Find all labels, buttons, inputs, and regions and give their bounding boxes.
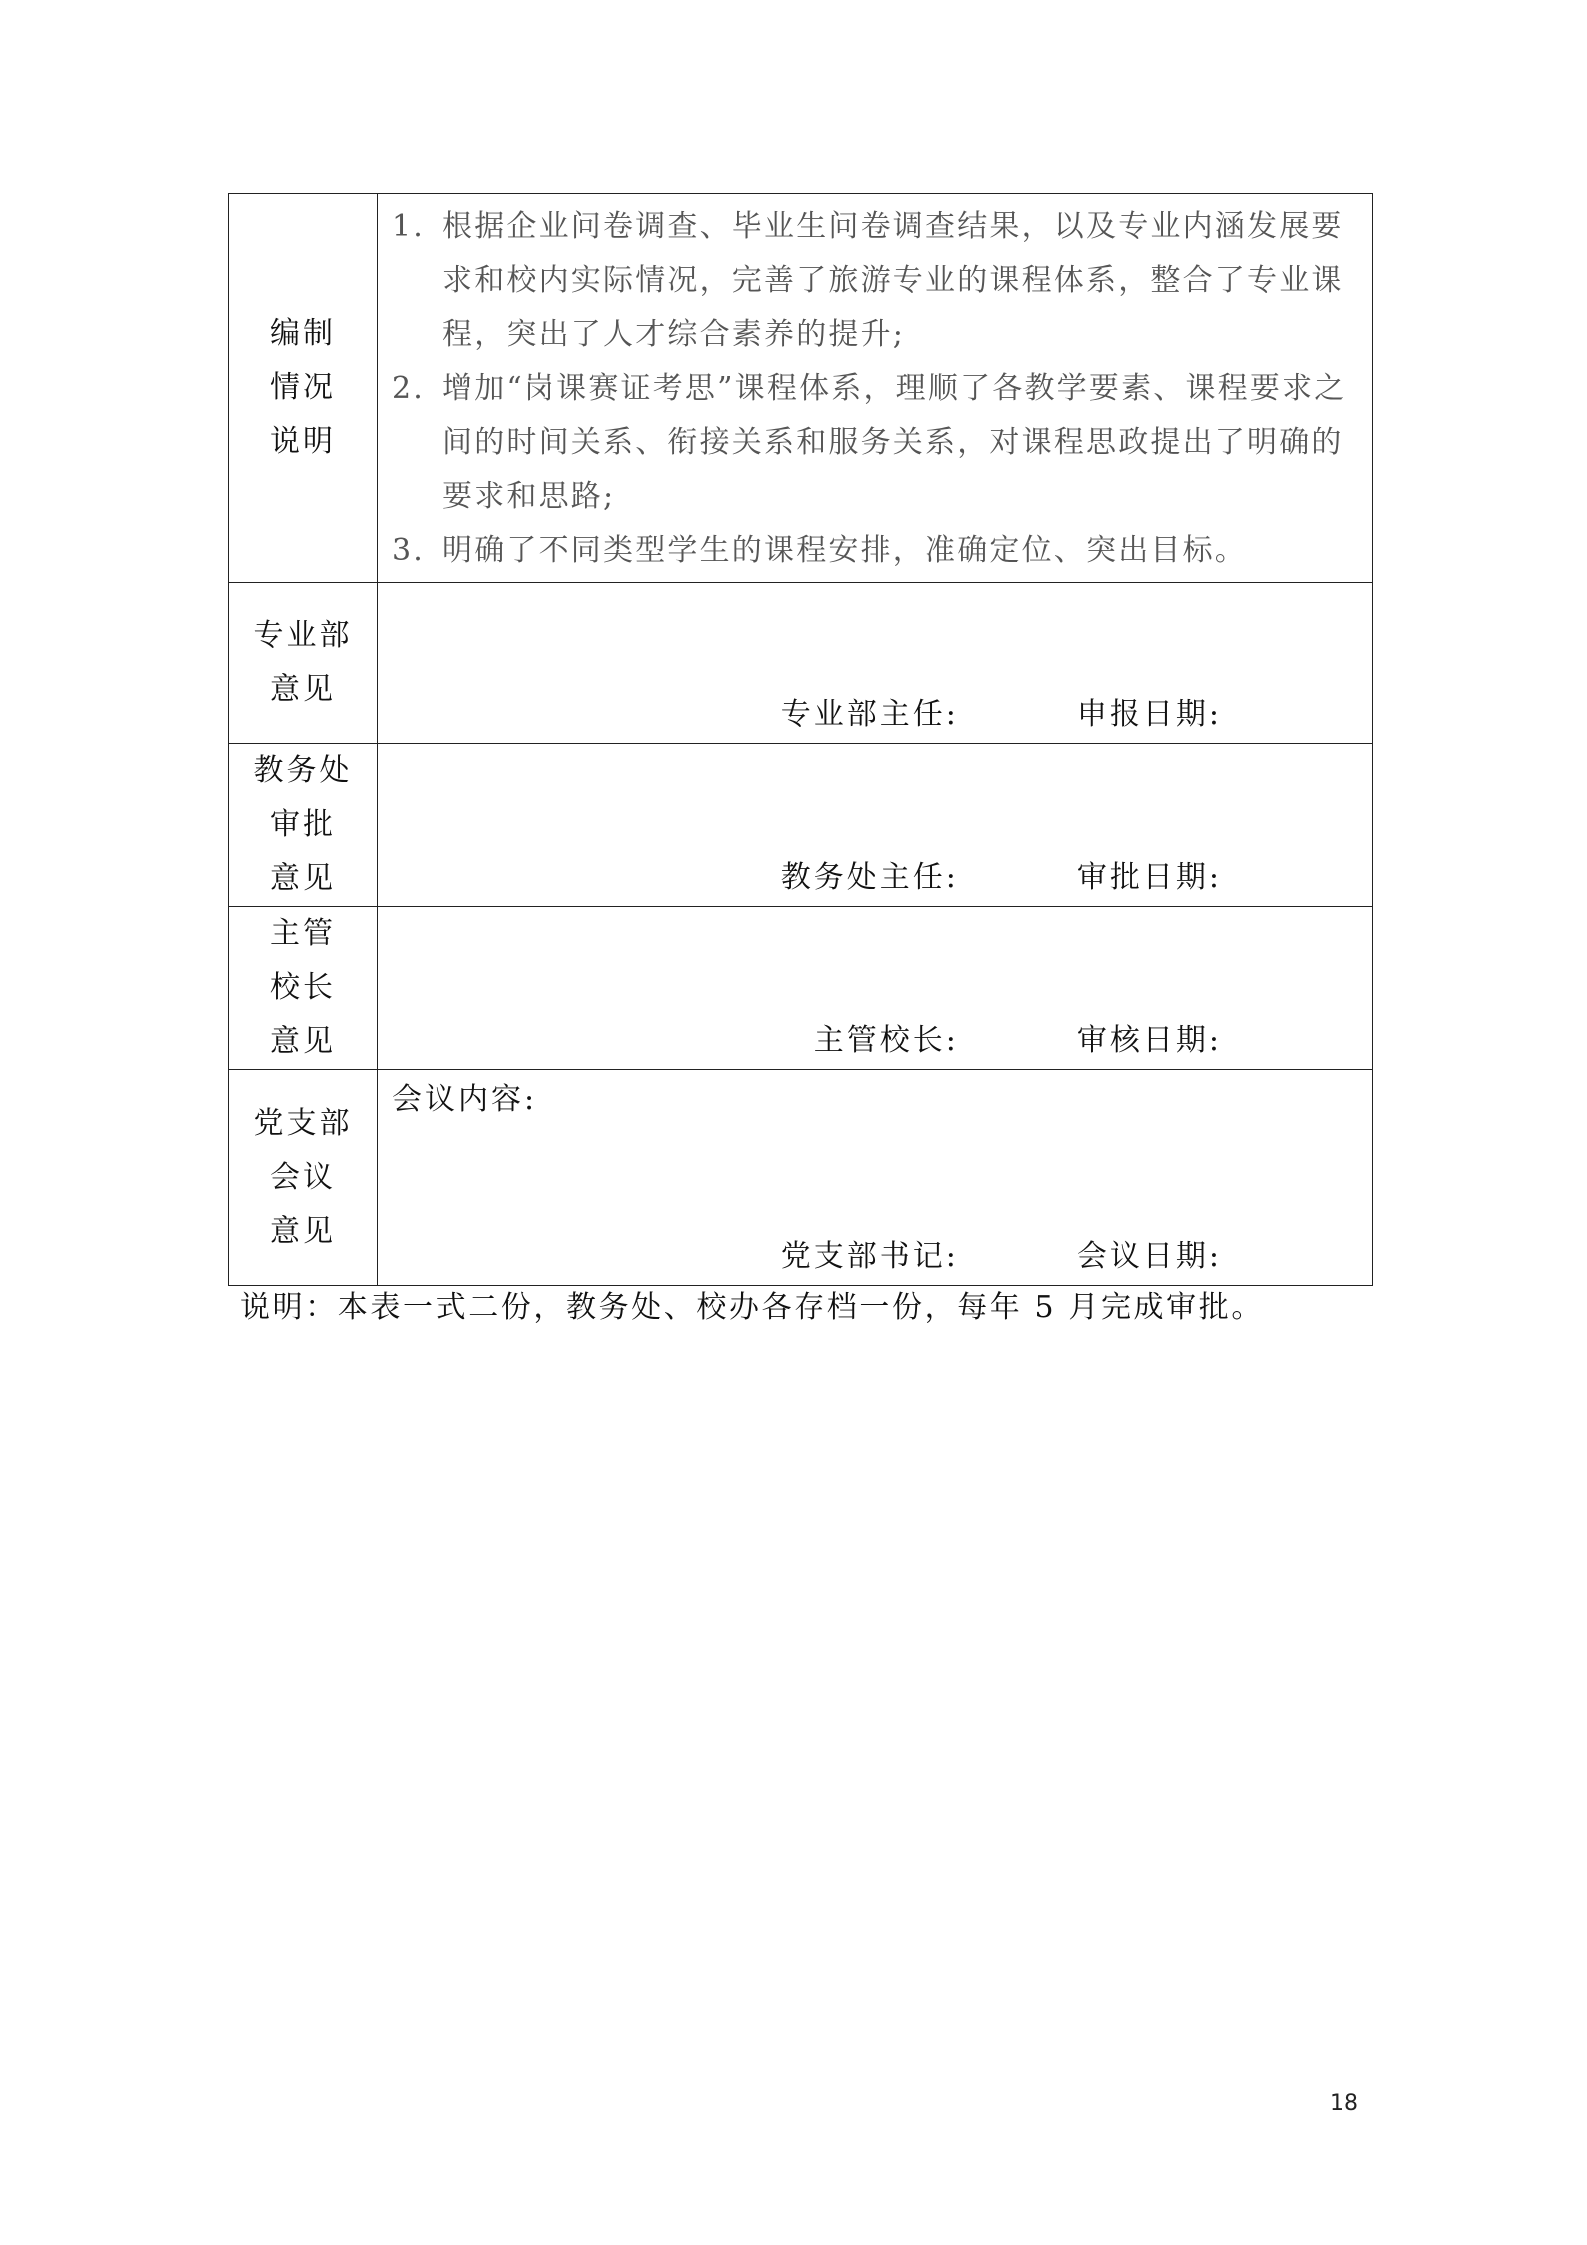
row-label <box>229 583 378 744</box>
date-label: 审核日期: <box>1076 1023 1222 1058</box>
compilation-list <box>378 194 1372 582</box>
item-number: 2. <box>392 371 426 406</box>
form-row-party-branch <box>229 1070 1373 1286</box>
list-item <box>392 524 1358 578</box>
row-label <box>229 1070 378 1286</box>
row-label <box>229 744 378 907</box>
signature-line <box>781 1235 1222 1279</box>
approval-form-table <box>228 193 1373 1286</box>
principal-opinion-field[interactable] <box>378 907 1373 1070</box>
academic-affairs-opinion-field[interactable] <box>378 744 1373 907</box>
row-label-line: 情况 <box>270 370 336 405</box>
signer-label: 党支部书记: <box>780 1239 959 1274</box>
row-label-line: 说明 <box>270 424 336 459</box>
row-label-line: 审批 <box>270 807 336 842</box>
list-item <box>392 200 1358 362</box>
row-label-line: 校长 <box>270 970 336 1005</box>
meeting-content-label: 会议内容: <box>392 1082 538 1117</box>
department-opinion-field[interactable] <box>378 583 1373 744</box>
row-label-line: 意见 <box>270 672 336 707</box>
row-label-line: 编制 <box>270 316 336 351</box>
row-label-line: 意见 <box>270 1213 336 1249</box>
party-branch-opinion-field[interactable] <box>378 1070 1373 1286</box>
item-number: 1. <box>392 209 426 244</box>
row-label <box>229 907 378 1070</box>
date-label: 会议日期: <box>1076 1239 1222 1274</box>
row-label-line: 意见 <box>270 861 336 896</box>
signature-line <box>781 693 1222 737</box>
form-row-department-opinion <box>229 583 1373 744</box>
list-item <box>392 362 1358 524</box>
signature-line <box>814 1019 1222 1063</box>
date-label: 审批日期: <box>1076 860 1222 895</box>
row-label-line: 会议 <box>270 1159 336 1195</box>
page-number: 18 <box>1330 2091 1358 2116</box>
compilation-content <box>378 194 1373 583</box>
row-label-line: 党支部 <box>253 1105 353 1141</box>
signer-label: 教务处主任: <box>780 860 959 895</box>
signer-label: 专业部主任: <box>780 697 959 732</box>
form-note: 说明：本表一式二份，教务处、校办各存档一份，每年 5 月完成审批。 <box>240 1290 1264 1325</box>
row-label <box>229 194 378 583</box>
item-text: 增加“岗课赛证考思”课程体系，理顺了各教学要素、课程要求之间的时间关系、衔接关系和服务关系，对课程思政提出了明确的要求和思路; <box>442 371 1347 514</box>
form-row-principal <box>229 907 1373 1070</box>
row-label-line: 主管 <box>270 916 336 951</box>
row-label-line: 意见 <box>270 1024 336 1059</box>
signature-line <box>781 856 1222 900</box>
item-number: 3. <box>392 533 426 568</box>
date-label: 申报日期: <box>1076 697 1222 732</box>
row-label-line: 专业部 <box>253 618 353 653</box>
row-label-line: 教务处 <box>253 753 353 788</box>
item-text: 明确了不同类型学生的课程安排，准确定位、突出目标。 <box>442 533 1247 568</box>
item-text: 根据企业问卷调查、毕业生问卷调查结果，以及专业内涵发展要求和校内实际情况，完善了旅游专业的课程体系，整合了专业课程，突出了人才综合素养的提升; <box>442 209 1344 352</box>
signer-label: 主管校长: <box>813 1023 959 1058</box>
form-row-academic-affairs <box>229 744 1373 907</box>
form-row-compilation <box>229 194 1373 583</box>
